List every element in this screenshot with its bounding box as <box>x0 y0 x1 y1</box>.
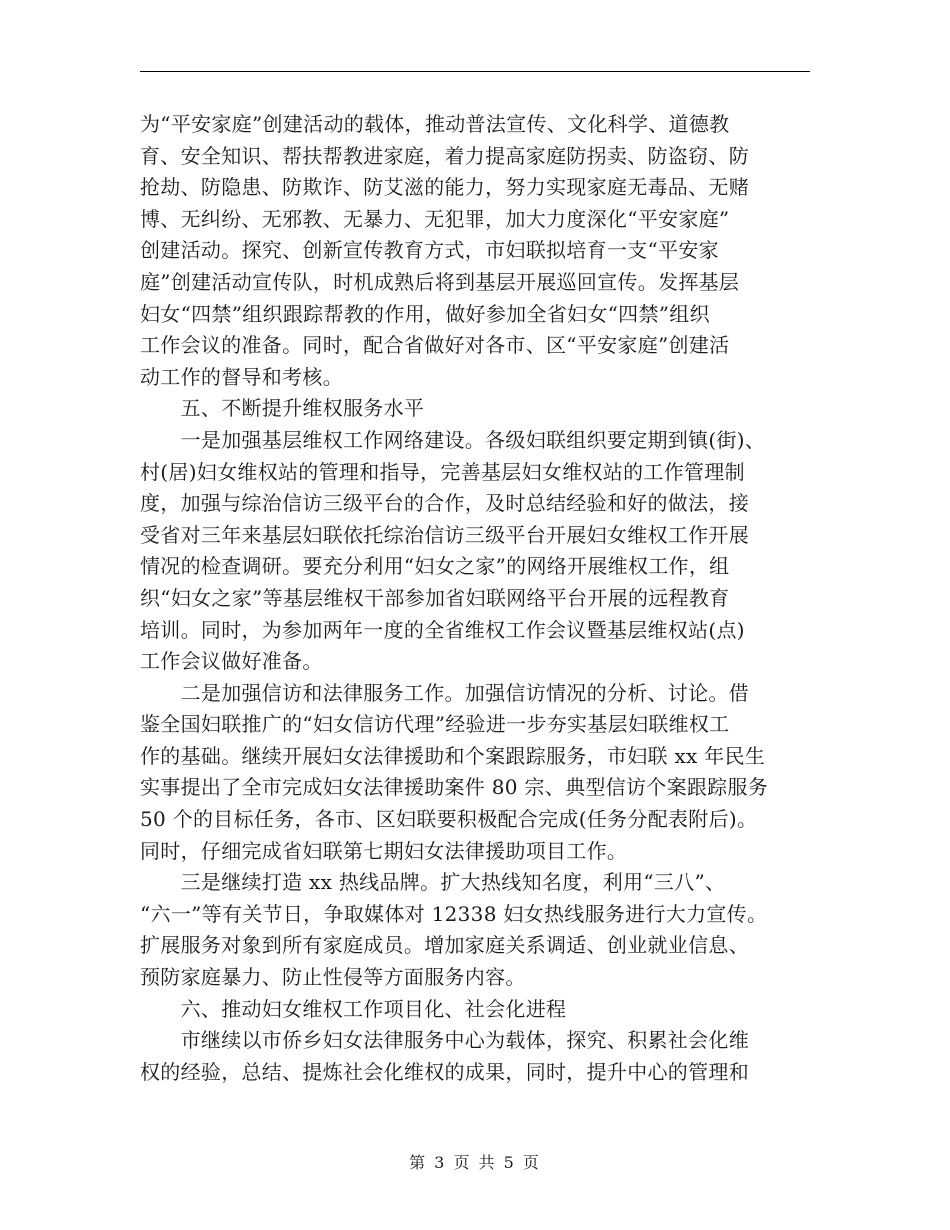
text-line: 一是加强基层维权工作网络建设。各级妇联组织要定期到镇(街)、 <box>140 427 766 452</box>
text-line: 抢劫、防隐患、防欺诈、防艾滋的能力，努力实现家庭无毒品、无赌 <box>140 175 749 200</box>
text-line: 创建活动。探究、创新宣传教育方式，市妇联拟培育一支“平安家 <box>140 238 719 263</box>
text-line: 鉴全国妇联推广的“妇女信访代理”经验进一步夯实基层妇联维权工 <box>140 712 730 737</box>
text-line: 妇女“四禁”组织跟踪帮教的作用，做好参加全省妇女“四禁”组织 <box>140 301 710 326</box>
text-line: 工作会议做好准备。 <box>140 649 323 674</box>
text-line: 情况的检查调研。要充分利用“妇女之家”的网络开展维权工作，组 <box>140 554 730 579</box>
text-line: 受省对三年来基层妇联依托综治信访三级平台开展妇女维权工作开展 <box>140 522 749 547</box>
text-line: 培训。同时，为参加两年一度的全省维权工作会议暨基层维权站(点) <box>140 617 745 642</box>
text-line: 庭”创建活动宣传队，时机成熟后将到基层开展巡回宣传。发挥基层 <box>140 269 740 294</box>
text-line: 五、不断提升维权服务水平 <box>140 396 425 421</box>
text-line: 织“妇女之家”等基层维权干部参加省妇联网络平台开展的远程教育 <box>140 585 730 610</box>
text-line: 工作会议的准备。同时，配合省做好对各市、区“平安家庭”创建活 <box>140 333 730 358</box>
text-line: 博、无纠纷、无邪教、无暴力、无犯罪，加大力度深化“平安家庭” <box>140 206 730 231</box>
text-line: 育、安全知识、帮扶帮教进家庭，着力提高家庭防拐卖、防盗窃、防 <box>140 143 749 168</box>
text-line: 二是加强信访和法律服务工作。加强信访情况的分析、讨论。借 <box>140 680 749 705</box>
text-line: 三是继续打造 xx 热线品牌。扩大热线知名度，利用“三八”、 <box>140 870 726 895</box>
text-line: 权的经验，总结、提炼社会化维权的成果，同时，提升中心的管理和 <box>140 1059 749 1084</box>
page-number: 第 3 页 共 5 页 <box>409 1153 541 1172</box>
text-line: 度，加强与综治信访三级平台的合作，及时总结经验和好的做法，接 <box>140 491 749 516</box>
text-line: 扩展服务对象到所有家庭成员。增加家庭关系调适、创业就业信息、 <box>140 933 749 958</box>
text-line: “六一”等有关节日，争取媒体对 12338 妇女热线服务进行大力宣传。 <box>140 901 768 926</box>
text-line: 预防家庭暴力、防止性侵等方面服务内容。 <box>140 965 526 990</box>
text-line: 实事提出了全市完成妇女法律援助案件 80 宗、典型信访个案跟踪服务 <box>140 775 769 800</box>
header-rule <box>140 71 810 72</box>
text-line: 动工作的督导和考核。 <box>140 364 343 389</box>
text-line: 作的基础。继续开展妇女法律援助和个案跟踪服务，市妇联 xx 年民生 <box>140 743 766 768</box>
text-line: 50 个的目标任务，各市、区妇联要积极配合完成(任务分配表附后)。 <box>140 807 758 832</box>
text-line: 六、推动妇女维权工作项目化、社会化进程 <box>140 996 567 1021</box>
text-line: 村(居)妇女维权站的管理和指导，完善基层妇女维权站的工作管理制 <box>140 459 745 484</box>
document-body <box>140 109 810 1088</box>
text-line: 为“平安家庭”创建活动的载体，推动普法宣传、文化科学、道德教 <box>140 112 730 136</box>
text-line: 市继续以市侨乡妇女法律服务中心为载体，探究、积累社会化维 <box>140 1028 749 1053</box>
text-line: 同时，仔细完成省妇联第七期妇女法律援助项目工作。 <box>140 838 628 863</box>
